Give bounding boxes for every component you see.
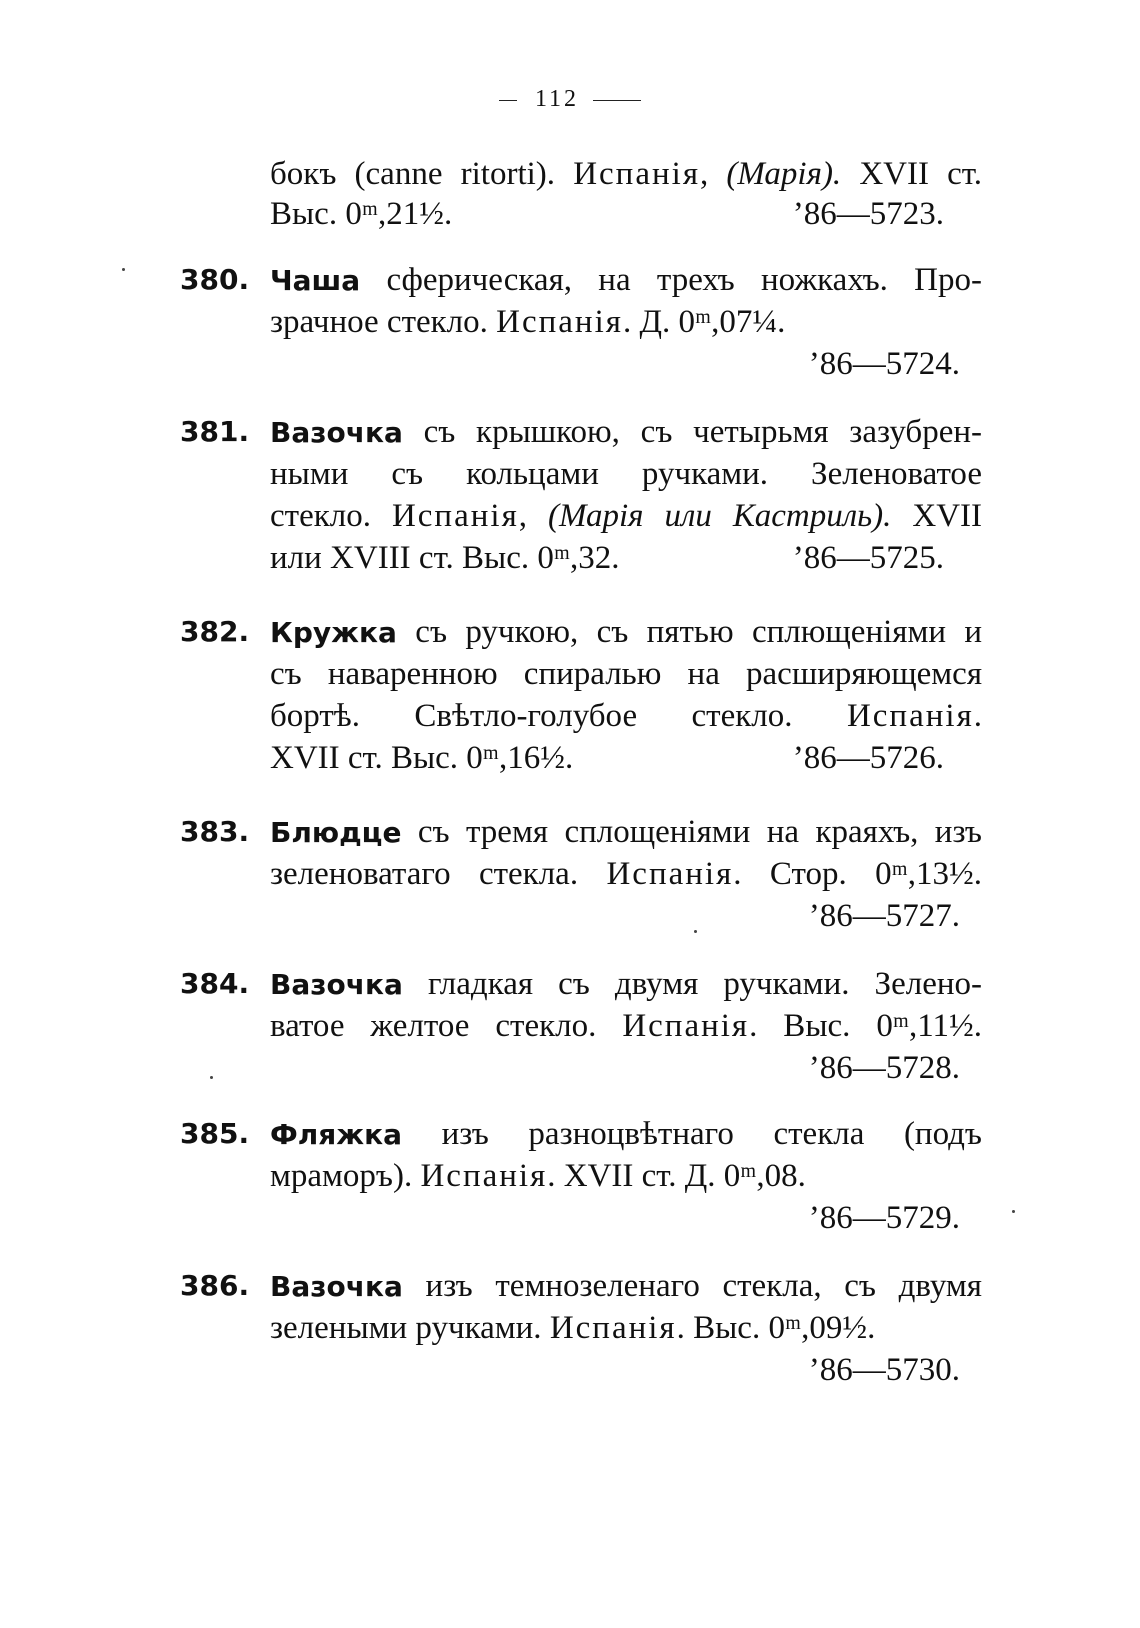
page-header — [0, 86, 1140, 113]
entry-inventory-ref: ’86—5726. — [792, 740, 944, 776]
page-number: 112 — [534, 86, 580, 112]
entry-title: Чаша — [270, 264, 361, 297]
entry-384-line-1 — [270, 962, 982, 1007]
entry-text: изъ разноцвѣтнаго стекла (подъ — [402, 1116, 982, 1152]
intro-line-2 — [270, 192, 982, 236]
entry-385-line-1 — [270, 1112, 982, 1157]
entry-382-line-2 — [270, 652, 982, 696]
intro-line-1 — [270, 152, 982, 196]
entry-381-line-3 — [270, 494, 982, 538]
entry-text: ными съ кольцами ручками. Зеленоватое — [270, 456, 982, 492]
entry-title: Вазочка — [270, 1270, 403, 1303]
entry-381-line-1 — [270, 410, 982, 455]
entry-text: мраморъ). — [270, 1158, 421, 1194]
entry-384-line-2 — [270, 1004, 982, 1048]
intro-century: XVII ст. — [841, 156, 982, 192]
entry-country: Испанія — [391, 498, 519, 534]
scan-speck — [1012, 1210, 1015, 1213]
entry-text: сферическая, на трехъ ножкахъ. Про- — [360, 262, 982, 298]
entry-text: съ тремя сплощеніями на краяхъ, изъ — [401, 814, 982, 850]
entry-380-line-2 — [270, 300, 982, 344]
entry-386-line-2 — [270, 1306, 982, 1350]
entry-text: бортѣ. Свѣтло-голубое стекло. — [270, 698, 847, 734]
entry-century: XVII — [891, 498, 983, 534]
entry-text: . Выс. 0ᵐ,09½. — [676, 1310, 876, 1346]
scan-speck — [694, 930, 697, 933]
entry-inventory-ref: ’86—5727. — [808, 898, 960, 934]
entry-number: 386. — [180, 1269, 250, 1302]
entry-text: . Д. 0ᵐ,07¼. — [622, 304, 786, 340]
entry-380-line-1 — [270, 258, 982, 303]
entry-text: изъ темнозеленаго стекла, съ двумя — [402, 1268, 982, 1304]
entry-text: . XVII ст. Д. 0ᵐ,08. — [547, 1158, 806, 1194]
entry-title: Фляжка — [270, 1118, 403, 1151]
entry-text: зрачное стекло. — [270, 304, 497, 340]
entry-origin: (Марія или Кастриль). — [547, 498, 892, 534]
entry-text: , — [518, 498, 548, 534]
intro-text: , — [700, 156, 727, 192]
entry-number: 385. — [180, 1117, 250, 1150]
entry-number: 381. — [180, 415, 250, 448]
entry-number: 382. — [180, 615, 250, 648]
entry-inventory-ref: ’86—5729. — [808, 1200, 960, 1236]
entry-text: зеленоватаго стекла. — [270, 856, 607, 892]
entry-number: 384. — [180, 967, 250, 1000]
intro-text: бокъ (canne ritorti). — [270, 156, 574, 192]
header-rule-left — [499, 100, 517, 101]
entry-country: Испанія — [496, 304, 623, 340]
entry-382-line-3 — [270, 694, 982, 738]
entry-383-line-1 — [270, 810, 982, 855]
entry-country: Испанія — [622, 1008, 750, 1044]
entry-title: Вазочка — [270, 968, 403, 1001]
entry-text: съ крышкою, съ четырьмя зазубрен- — [402, 414, 982, 450]
intro-origin: (Марія). — [726, 156, 842, 192]
entry-text: съ навареннoю спиралью на расширяющемся — [270, 656, 982, 692]
entry-number: 380. — [180, 263, 250, 296]
entry-382-line-4 — [270, 736, 982, 780]
scan-speck — [210, 1076, 213, 1079]
entry-inventory-ref: ’86—5724. — [808, 346, 960, 382]
entry-title: Вазочка — [270, 416, 403, 449]
entry-number: 383. — [180, 815, 250, 848]
entry-text: . — [973, 698, 982, 734]
entry-country: Испанія — [549, 1310, 677, 1346]
entry-text: . Выс. 0ᵐ,11½. — [749, 1008, 982, 1044]
intro-country: Испанія — [573, 156, 700, 192]
entry-text: стекло. — [270, 498, 392, 534]
entry-title: Кружка — [270, 616, 397, 649]
entry-country: Испанія — [606, 856, 734, 892]
entry-inventory-ref: ’86—5725. — [792, 540, 944, 576]
entry-382-line-1 — [270, 610, 982, 655]
intro-dimensions: Выс. 0ᵐ,21½. — [270, 196, 453, 232]
entry-text: или XVIII ст. Выс. 0ᵐ,32. — [270, 540, 620, 576]
entry-386-line-1 — [270, 1264, 982, 1309]
entry-title: Блюдце — [270, 816, 402, 849]
entry-text: XVII ст. Выс. 0ᵐ,16½. — [270, 740, 574, 776]
entry-385-line-2 — [270, 1154, 982, 1198]
entry-country: Испанія — [420, 1158, 548, 1194]
entry-text: ватое желтое стекло. — [270, 1008, 623, 1044]
header-rule-right — [593, 100, 641, 101]
entry-inventory-ref: ’86—5728. — [808, 1050, 960, 1086]
entry-text: зелеными ручками. — [270, 1310, 550, 1346]
entry-381-line-4 — [270, 536, 982, 580]
intro-inventory-ref: ’86—5723. — [792, 196, 944, 232]
entry-text: гладкая съ двумя ручками. Зелено- — [402, 966, 982, 1002]
entry-text: съ ручкою, съ пятью сплющеніями и — [396, 614, 982, 650]
entry-text: . Стор. 0ᵐ,13½. — [733, 856, 982, 892]
entry-country: Испанія — [846, 698, 974, 734]
entry-381-line-2 — [270, 452, 982, 496]
scan-speck — [122, 268, 125, 271]
entry-383-line-2 — [270, 852, 982, 896]
entry-inventory-ref: ’86—5730. — [808, 1352, 960, 1388]
